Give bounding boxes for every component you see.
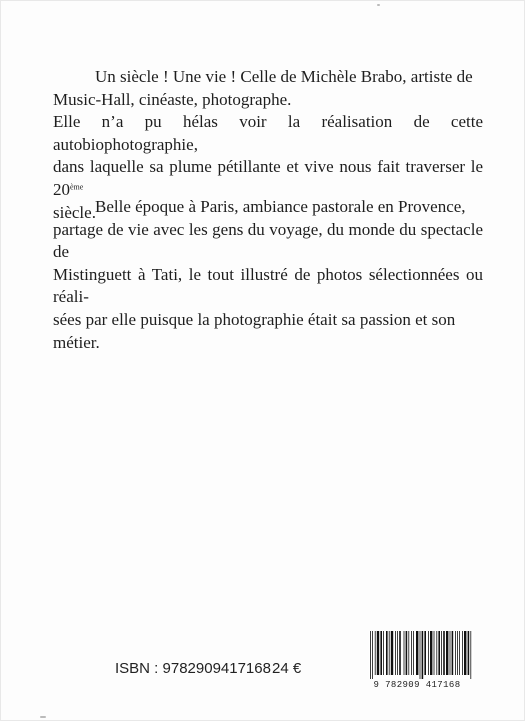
- barcode-bar: [462, 631, 463, 675]
- summary-line-3: Mistinguett à Tati, le tout illustré de photos sélectionnées ou réali-: [53, 264, 483, 307]
- barcode-bar: [386, 631, 388, 675]
- barcode-bar: [464, 631, 466, 675]
- barcode-bar: [380, 631, 382, 675]
- barcode-bars: [369, 631, 474, 679]
- intro-line-4-text: dans laquelle sa plume pétillante et vive nous fait traverser le 20: [53, 157, 483, 199]
- scan-speck: [40, 716, 46, 718]
- barcode-bar: [399, 631, 401, 675]
- barcode-bar: [459, 631, 460, 675]
- barcode-bar: [370, 631, 371, 679]
- intro-line-3: Elle n’a pu hélas voir la réalisation de cette autobiophotographie,: [53, 112, 483, 154]
- barcode-bar: [438, 631, 440, 675]
- isbn-label: ISBN : 9782909417168: [115, 660, 271, 677]
- scan-speck: [377, 4, 380, 6]
- century-superscript: ème: [70, 182, 84, 192]
- barcode-bar: [408, 631, 409, 675]
- barcode-bar: [470, 631, 471, 679]
- barcode-bar: [424, 631, 426, 675]
- barcode-bar: [452, 631, 454, 675]
- barcode-bar: [397, 631, 398, 675]
- paragraph-summary: [53, 196, 483, 354]
- intro-line-5: siècle.: [53, 202, 96, 222]
- barcode-digits: 9 782909 417168: [373, 680, 461, 690]
- barcode-bar: [372, 631, 373, 679]
- barcode-bar: [404, 631, 405, 675]
- barcode-bar: [413, 631, 414, 675]
- barcode-bar: [457, 631, 458, 675]
- barcode-bar: [406, 631, 408, 675]
- barcode-bar: [422, 631, 424, 679]
- intro-line-4: [53, 156, 483, 201]
- barcode-bar: [391, 631, 393, 675]
- summary-line-4: sées par elle puisque la photographie était sa passion et son métier.: [53, 309, 456, 352]
- barcode-bar: [428, 631, 429, 675]
- summary-line-1: Belle époque à Paris, ambiance pastorale en Provence,: [95, 197, 466, 216]
- barcode-bar: [430, 631, 432, 675]
- barcode-bar: [436, 631, 437, 675]
- barcode-bar: [416, 631, 418, 675]
- barcode-bar: [434, 631, 435, 675]
- barcode-bar: [420, 631, 421, 679]
- barcode-bar: [375, 631, 376, 675]
- barcode-bar: [377, 631, 379, 675]
- intro-line-1: Un siècle ! Une vie ! Celle de Michèle Brabo, artiste de: [95, 67, 473, 86]
- barcode-bar: [389, 631, 390, 675]
- barcode-bar: [450, 631, 451, 675]
- barcode-bar: [395, 631, 396, 675]
- intro-line-2: Music-Hall, cinéaste, photographe.: [53, 89, 292, 109]
- summary-line-2: partage de vie avec les gens du voyage, du monde du spectacle de: [53, 219, 483, 262]
- barcode-bar: [411, 631, 412, 675]
- barcode-bar: [468, 631, 470, 675]
- barcode-bar: [383, 631, 384, 675]
- barcode-image: [369, 631, 474, 679]
- barcode-bar: [441, 631, 442, 675]
- barcode-bar: [446, 631, 448, 675]
- barcode-bar: [443, 631, 445, 675]
- price-label: 24 €: [272, 660, 302, 677]
- barcode-bar: [455, 631, 456, 675]
